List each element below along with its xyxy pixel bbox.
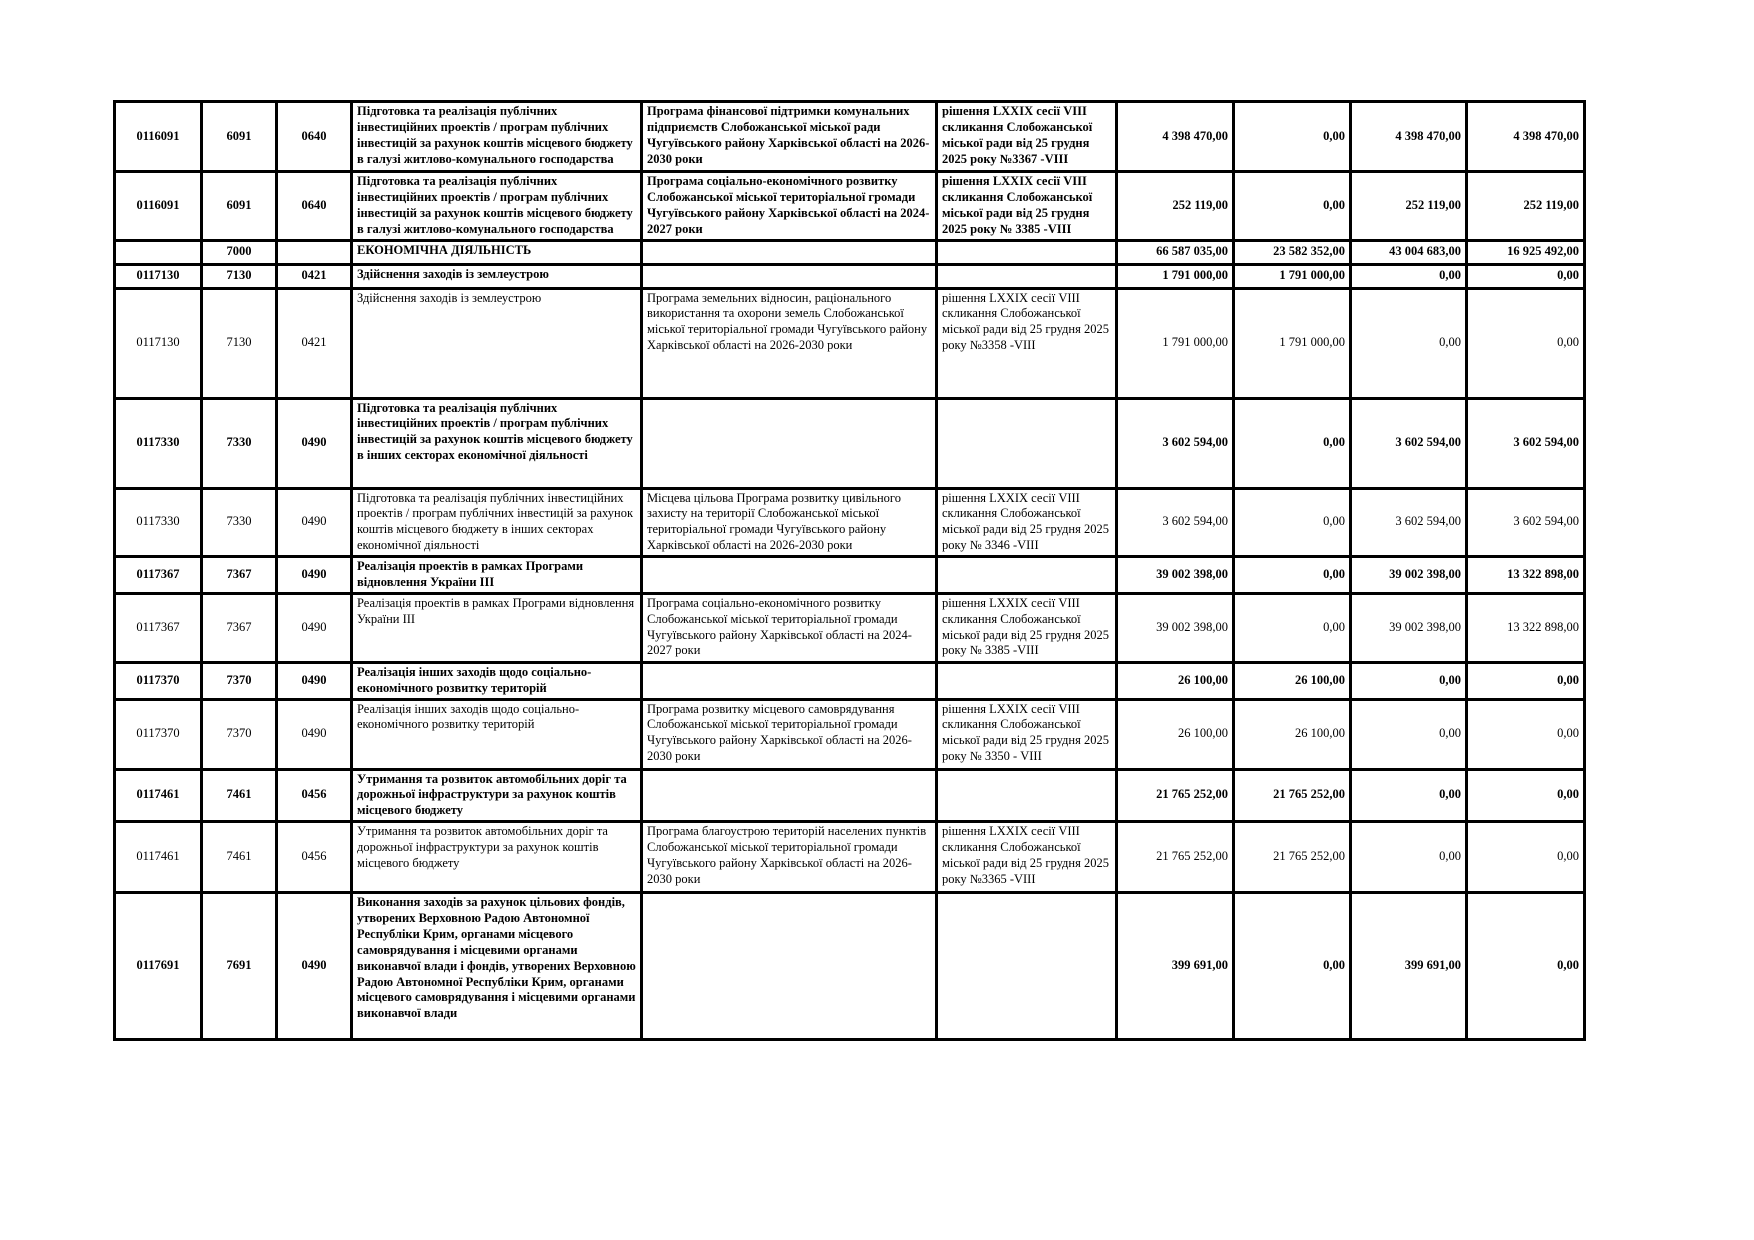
- cell-code-tpkvk: 7000: [202, 240, 277, 264]
- cell-amount-special-fund: 39 002 398,00: [1351, 593, 1467, 662]
- table-row: [115, 557, 1585, 594]
- budget-table-container: [113, 100, 1586, 1041]
- cell-amount-special-fund: 399 691,00: [1351, 893, 1467, 1040]
- cell-amount-total: 66 587 035,00: [1117, 240, 1234, 264]
- cell-local-program: Місцева цільова Програма розвитку цивільного захисту на території Слобожанської міської територіальної громади Чугуївського району Харківської області на 2026-2030 роки: [642, 488, 937, 557]
- cell-code-pkvk: 0117367: [115, 557, 202, 594]
- cell-amount-development: 0,00: [1467, 288, 1585, 398]
- cell-code-fkvk: 0490: [277, 893, 352, 1040]
- cell-code-tpkvk: 7370: [202, 662, 277, 699]
- cell-code-tpkvk: 7367: [202, 593, 277, 662]
- cell-program-name: Утримання та розвиток автомобільних доріг та дорожньої інфраструктури за рахунок коштів місцевого бюджету: [352, 822, 642, 893]
- cell-code-tpkvk: 7330: [202, 488, 277, 557]
- cell-amount-general-fund: 0,00: [1234, 893, 1351, 1040]
- cell-code-pkvk: 0117130: [115, 264, 202, 288]
- table-row: [115, 822, 1585, 893]
- cell-code-fkvk: [277, 240, 352, 264]
- cell-amount-general-fund: 0,00: [1234, 593, 1351, 662]
- cell-code-fkvk: 0421: [277, 264, 352, 288]
- cell-code-fkvk: 0421: [277, 288, 352, 398]
- cell-decision: рішення LXXIX сесії VIII скликання Слобожанської міської ради від 25 грудня 2025 року № 3385 -VIII: [937, 593, 1117, 662]
- cell-amount-special-fund: 0,00: [1351, 662, 1467, 699]
- cell-decision: [937, 893, 1117, 1040]
- cell-code-pkvk: 0117370: [115, 662, 202, 699]
- cell-amount-total: 39 002 398,00: [1117, 557, 1234, 594]
- cell-amount-general-fund: 0,00: [1234, 398, 1351, 488]
- cell-amount-special-fund: 0,00: [1351, 699, 1467, 769]
- cell-local-program: [642, 893, 937, 1040]
- cell-amount-special-fund: 3 602 594,00: [1351, 398, 1467, 488]
- cell-amount-special-fund: 4 398 470,00: [1351, 102, 1467, 172]
- table-row: [115, 769, 1585, 822]
- cell-program-name: Підготовка та реалізація публічних інвестиційних проектів / програм публічних інвестицій за рахунок коштів місцевого бюджету в галузі житлово-комунального господарства: [352, 172, 642, 241]
- budget-table-body: [115, 102, 1585, 1040]
- cell-local-program: [642, 769, 937, 822]
- cell-amount-development: 0,00: [1467, 264, 1585, 288]
- cell-amount-general-fund: 23 582 352,00: [1234, 240, 1351, 264]
- cell-program-name: Реалізація інших заходів щодо соціально-економічного розвитку територій: [352, 699, 642, 769]
- cell-decision: рішення LXXIX сесії VIII скликання Слобожанської міської ради від 25 грудня 2025 року № 3385 -VIII: [937, 172, 1117, 241]
- cell-code-pkvk: 0117330: [115, 488, 202, 557]
- cell-amount-general-fund: 0,00: [1234, 488, 1351, 557]
- cell-code-fkvk: 0640: [277, 172, 352, 241]
- cell-amount-development: 0,00: [1467, 662, 1585, 699]
- cell-amount-general-fund: 21 765 252,00: [1234, 822, 1351, 893]
- cell-code-fkvk: 0490: [277, 488, 352, 557]
- cell-amount-special-fund: 0,00: [1351, 264, 1467, 288]
- cell-amount-development: 16 925 492,00: [1467, 240, 1585, 264]
- cell-amount-general-fund: 21 765 252,00: [1234, 769, 1351, 822]
- cell-local-program: [642, 398, 937, 488]
- cell-amount-general-fund: 0,00: [1234, 557, 1351, 594]
- cell-amount-general-fund: 0,00: [1234, 102, 1351, 172]
- cell-code-pkvk: 0116091: [115, 102, 202, 172]
- cell-code-tpkvk: 7461: [202, 822, 277, 893]
- cell-decision: [937, 240, 1117, 264]
- cell-decision: [937, 398, 1117, 488]
- cell-amount-total: 252 119,00: [1117, 172, 1234, 241]
- cell-amount-general-fund: 26 100,00: [1234, 699, 1351, 769]
- cell-local-program: [642, 264, 937, 288]
- cell-program-name: ЕКОНОМІЧНА ДІЯЛЬНІСТЬ: [352, 240, 642, 264]
- cell-code-fkvk: 0456: [277, 769, 352, 822]
- table-row: [115, 398, 1585, 488]
- cell-program-name: Здійснення заходів із землеустрою: [352, 264, 642, 288]
- cell-local-program: Програма соціально-економічного розвитку Слобожанської міської територіальної громади Чугуївського району Харківської області на 2024-2027 роки: [642, 593, 937, 662]
- cell-program-name: Реалізація проектів в рамках Програми відновлення України III: [352, 593, 642, 662]
- cell-code-pkvk: 0116091: [115, 172, 202, 241]
- cell-local-program: Програма благоустрою територій населених пунктів Слобожанської міської територіальної громади Чугуївського району Харківської області на 2026-2030 роки: [642, 822, 937, 893]
- cell-code-pkvk: 0117461: [115, 769, 202, 822]
- cell-decision: рішення LXXIX сесії VIII скликання Слобожанської міської ради від 25 грудня 2025 року № 3346 -VIII: [937, 488, 1117, 557]
- cell-amount-development: 252 119,00: [1467, 172, 1585, 241]
- cell-local-program: [642, 662, 937, 699]
- cell-code-fkvk: 0640: [277, 102, 352, 172]
- cell-code-pkvk: 0117130: [115, 288, 202, 398]
- cell-amount-total: 1 791 000,00: [1117, 264, 1234, 288]
- cell-decision: [937, 264, 1117, 288]
- table-row: [115, 288, 1585, 398]
- cell-amount-development: 0,00: [1467, 769, 1585, 822]
- cell-code-fkvk: 0490: [277, 398, 352, 488]
- cell-code-fkvk: 0490: [277, 699, 352, 769]
- cell-code-fkvk: 0490: [277, 557, 352, 594]
- table-row: [115, 102, 1585, 172]
- cell-program-name: Підготовка та реалізація публічних інвестиційних проектів / програм публічних інвестицій за рахунок коштів місцевого бюджету в інших секторах економічної діяльності: [352, 488, 642, 557]
- cell-amount-special-fund: 3 602 594,00: [1351, 488, 1467, 557]
- cell-amount-special-fund: 252 119,00: [1351, 172, 1467, 241]
- cell-amount-development: 13 322 898,00: [1467, 557, 1585, 594]
- cell-amount-development: 13 322 898,00: [1467, 593, 1585, 662]
- cell-code-pkvk: 0117691: [115, 893, 202, 1040]
- table-row: [115, 264, 1585, 288]
- cell-code-fkvk: 0490: [277, 593, 352, 662]
- cell-local-program: Програма земельних відносин, раціонального використання та охорони земель Слобожанської міської територіальної громади Чугуївського району Харківської області на 2026-2030 роки: [642, 288, 937, 398]
- cell-decision: рішення LXXIX сесії VIII скликання Слобожанської міської ради від 25 грудня 2025 року №3367 -VIII: [937, 102, 1117, 172]
- cell-amount-total: 4 398 470,00: [1117, 102, 1234, 172]
- cell-amount-general-fund: 0,00: [1234, 172, 1351, 241]
- cell-decision: [937, 557, 1117, 594]
- cell-program-name: Підготовка та реалізація публічних інвестиційних проектів / програм публічних інвестицій за рахунок коштів місцевого бюджету в галузі житлово-комунального господарства: [352, 102, 642, 172]
- cell-amount-general-fund: 1 791 000,00: [1234, 288, 1351, 398]
- cell-decision: [937, 662, 1117, 699]
- cell-amount-development: 0,00: [1467, 822, 1585, 893]
- cell-code-tpkvk: 7370: [202, 699, 277, 769]
- cell-local-program: Програма розвитку місцевого самоврядування Слобожанської міської територіальної громади Чугуївського району Харківської області на 2026-2030 роки: [642, 699, 937, 769]
- cell-program-name: Виконання заходів за рахунок цільових фондів, утворених Верховною Радою Автономної Республіки Крим, органами місцевого самоврядування і місцевими органами виконавчої влади і фондів, утворених Верховною Радою Автономної Республіки Крим, органами місцевого самоврядування і місцевими органами виконавчої влади: [352, 893, 642, 1040]
- cell-local-program: Програма фінансової підтримки комунальних підприємств Слобожанської міської ради Чугуївського району Харківської області на 2026-2030 роки: [642, 102, 937, 172]
- cell-amount-special-fund: 43 004 683,00: [1351, 240, 1467, 264]
- cell-amount-total: 21 765 252,00: [1117, 822, 1234, 893]
- table-row: [115, 593, 1585, 662]
- cell-program-name: Реалізація інших заходів щодо соціально-економічного розвитку територій: [352, 662, 642, 699]
- cell-code-tpkvk: 7130: [202, 288, 277, 398]
- cell-amount-total: 39 002 398,00: [1117, 593, 1234, 662]
- cell-amount-development: 4 398 470,00: [1467, 102, 1585, 172]
- cell-decision: рішення LXXIX сесії VIII скликання Слобожанської міської ради від 25 грудня 2025 року №3365 -VIII: [937, 822, 1117, 893]
- cell-amount-special-fund: 39 002 398,00: [1351, 557, 1467, 594]
- cell-amount-special-fund: 0,00: [1351, 288, 1467, 398]
- cell-amount-development: 3 602 594,00: [1467, 488, 1585, 557]
- table-row: [115, 699, 1585, 769]
- cell-code-tpkvk: 7367: [202, 557, 277, 594]
- cell-local-program: [642, 557, 937, 594]
- cell-code-tpkvk: 7130: [202, 264, 277, 288]
- cell-amount-development: 0,00: [1467, 893, 1585, 1040]
- cell-amount-special-fund: 0,00: [1351, 769, 1467, 822]
- cell-code-tpkvk: 6091: [202, 102, 277, 172]
- cell-program-name: Здійснення заходів із землеустрою: [352, 288, 642, 398]
- cell-program-name: Реалізація проектів в рамках Програми відновлення України III: [352, 557, 642, 594]
- cell-amount-development: 3 602 594,00: [1467, 398, 1585, 488]
- cell-code-tpkvk: 7691: [202, 893, 277, 1040]
- cell-code-pkvk: [115, 240, 202, 264]
- cell-decision: рішення LXXIX сесії VIII скликання Слобожанської міської ради від 25 грудня 2025 року № 3350 - VIII: [937, 699, 1117, 769]
- table-row: [115, 172, 1585, 241]
- cell-decision: [937, 769, 1117, 822]
- budget-allocation-table: [113, 100, 1586, 1041]
- cell-code-pkvk: 0117367: [115, 593, 202, 662]
- cell-amount-total: 26 100,00: [1117, 662, 1234, 699]
- cell-program-name: Підготовка та реалізація публічних інвестиційних проектів / програм публічних інвестицій за рахунок коштів місцевого бюджету в інших секторах економічної діяльності: [352, 398, 642, 488]
- cell-decision: рішення LXXIX сесії VIII скликання Слобожанської міської ради від 25 грудня 2025 року №3358 -VIII: [937, 288, 1117, 398]
- cell-amount-general-fund: 26 100,00: [1234, 662, 1351, 699]
- cell-program-name: Утримання та розвиток автомобільних доріг та дорожньої інфраструктури за рахунок коштів місцевого бюджету: [352, 769, 642, 822]
- cell-amount-development: 0,00: [1467, 699, 1585, 769]
- table-row: [115, 893, 1585, 1040]
- cell-amount-total: 3 602 594,00: [1117, 398, 1234, 488]
- cell-code-pkvk: 0117330: [115, 398, 202, 488]
- table-row: [115, 488, 1585, 557]
- cell-code-tpkvk: 6091: [202, 172, 277, 241]
- cell-amount-total: 399 691,00: [1117, 893, 1234, 1040]
- cell-code-fkvk: 0490: [277, 662, 352, 699]
- cell-amount-total: 3 602 594,00: [1117, 488, 1234, 557]
- cell-amount-total: 21 765 252,00: [1117, 769, 1234, 822]
- cell-code-fkvk: 0456: [277, 822, 352, 893]
- cell-amount-general-fund: 1 791 000,00: [1234, 264, 1351, 288]
- cell-amount-total: 1 791 000,00: [1117, 288, 1234, 398]
- cell-code-pkvk: 0117370: [115, 699, 202, 769]
- table-row: [115, 662, 1585, 699]
- cell-amount-special-fund: 0,00: [1351, 822, 1467, 893]
- table-row: [115, 240, 1585, 264]
- cell-amount-total: 26 100,00: [1117, 699, 1234, 769]
- cell-code-tpkvk: 7330: [202, 398, 277, 488]
- cell-local-program: Програма соціально-економічного розвитку Слобожанської міської територіальної громади Чугуївського району Харківської області на 2024-2027 роки: [642, 172, 937, 241]
- cell-code-tpkvk: 7461: [202, 769, 277, 822]
- cell-local-program: [642, 240, 937, 264]
- cell-code-pkvk: 0117461: [115, 822, 202, 893]
